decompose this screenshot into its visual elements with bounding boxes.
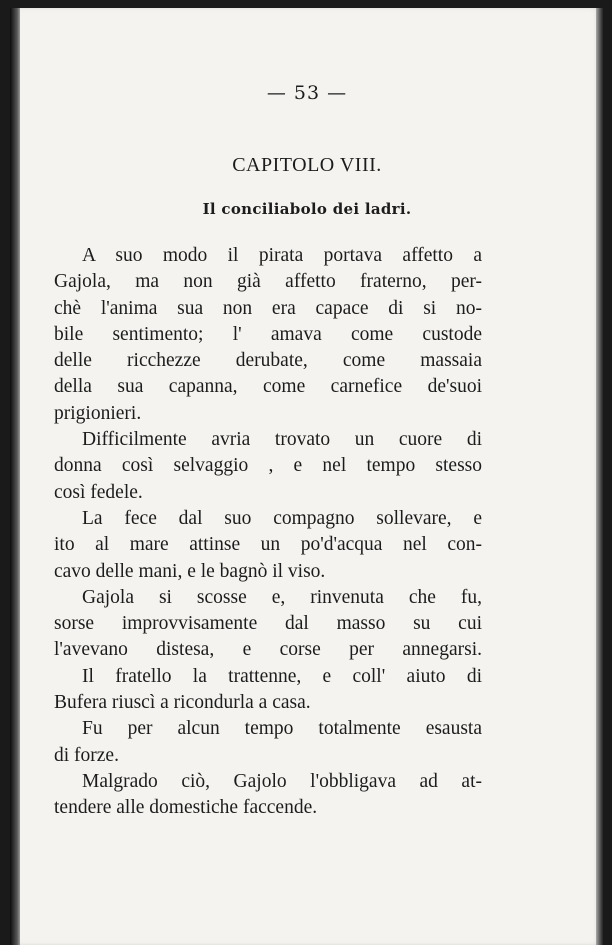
book-page [10,8,604,945]
text-line: bile sentimento; l' amava come custode [54,323,482,345]
text-line: Difficilmente avria trovato un cuore di [82,429,482,451]
text-line: cavo delle mani, e le bagnò il viso. [54,560,326,582]
text-line: donna così selvaggio , e nel tempo stesso [54,455,482,477]
text-line: chè l'anima sua non era capace di si no- [54,297,482,319]
page-edge-shadow [596,8,604,945]
text-line: l'avevano distesa, e corse per annegarsi. [54,639,482,661]
text-line: Malgrado ciò, Gajolo l'obbligava ad at- [82,770,482,792]
page-number: — 53 — [266,82,348,104]
page-binding-shadow [10,8,20,945]
text-line: Gajola, ma non già affetto fraterno, per- [54,271,482,293]
text-line: così fedele. [54,481,143,503]
text-line: A suo modo il pirata portava affetto a [82,245,482,266]
body-text [54,243,482,822]
text-line: prigionieri. [54,402,142,424]
text-line: di forze. [54,744,119,766]
chapter-title: CAPITOLO VIII. [232,154,382,176]
text-line: Il fratello la trattenne, e coll' aiuto di [82,665,482,687]
text-line: Bufera riuscì a ricondurla a casa. [54,692,311,714]
text-line: della sua capanna, come carnefice de'suoi [54,376,482,398]
text-line: ito al mare attinse un po'd'acqua nel con- [54,534,482,556]
text-line: tendere alle domestiche faccende. [54,797,318,819]
text-line: sorse improvvisamente dal masso su cui [54,613,482,635]
text-line: delle ricchezze derubate, come massaia [54,350,482,372]
text-line: La fece dal suo compagno sollevare, e [82,507,482,529]
chapter-subtitle: Il conciliabolo dei ladri. [202,200,412,218]
text-line: Fu per alcun tempo totalmente esausta [82,718,482,740]
text-line: Gajola si scosse e, rinvenuta che fu, [82,586,482,608]
